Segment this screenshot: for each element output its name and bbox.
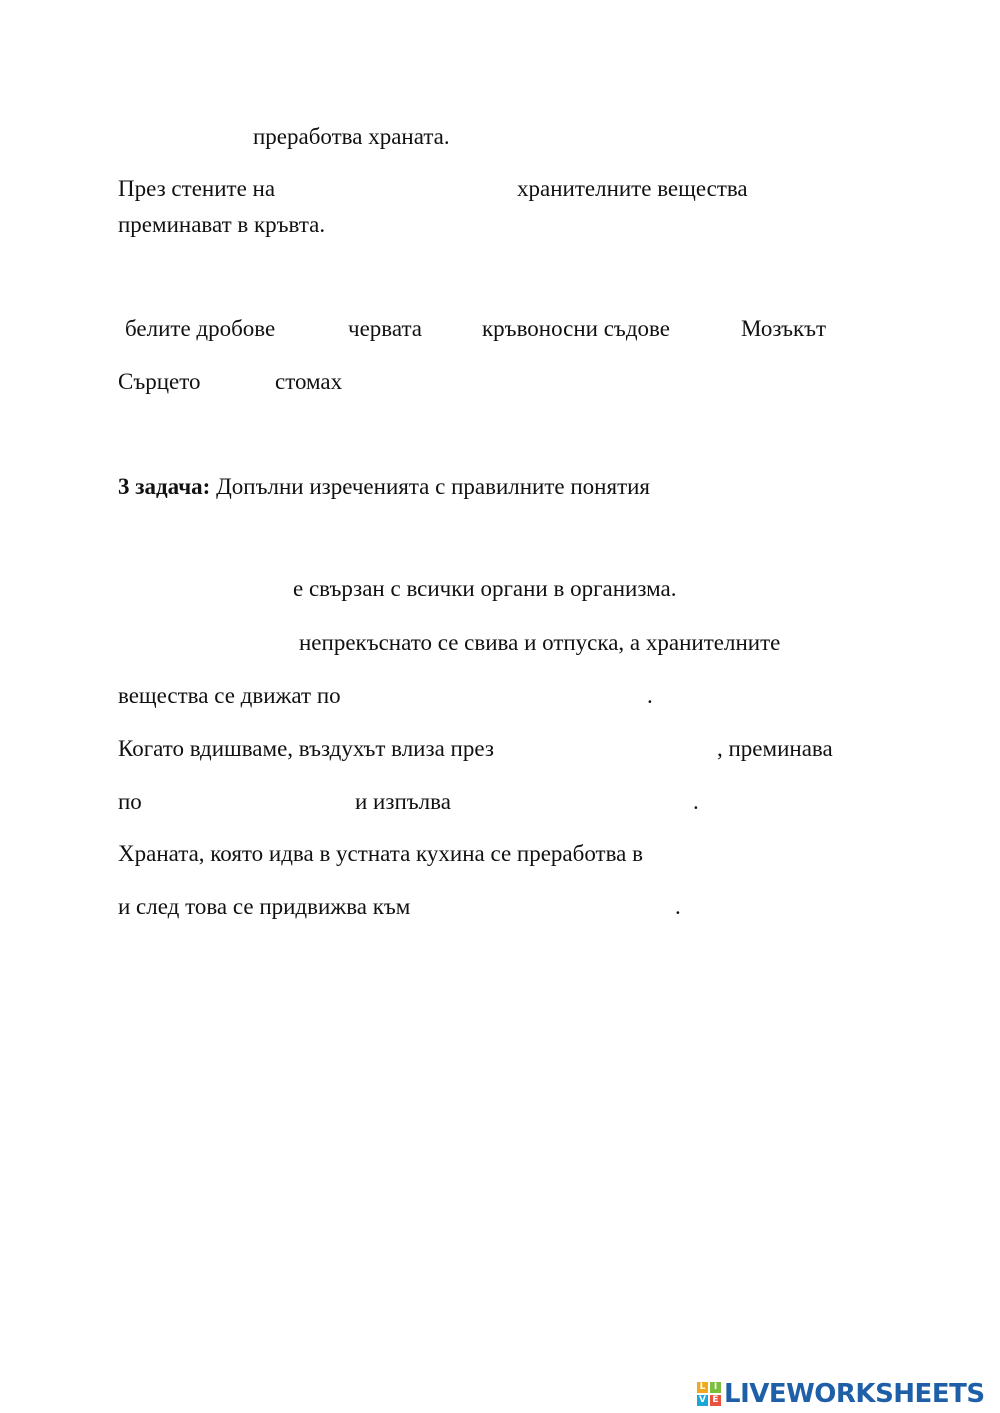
- liveworksheets-logo: [697, 1378, 985, 1410]
- sentence-food-processed: Храната, която идва в устната кухина се преработва в: [118, 841, 643, 866]
- logo-letter: E: [710, 1395, 721, 1406]
- blank-contracts-organ[interactable]: [118, 626, 292, 656]
- word-bank-item[interactable]: Мозъкът: [741, 316, 827, 341]
- word-bank-item[interactable]: кръвоносни съдове: [482, 316, 670, 341]
- sentence-fills: и изпълва: [355, 789, 451, 814]
- task-3-heading: [118, 475, 650, 498]
- sentence-walls-of-end: хранителните вещества: [517, 176, 748, 201]
- logo-letter: I: [710, 1382, 721, 1393]
- sentence-contracts: непрекъснато се свива и отпуска, а хранителните: [299, 630, 781, 655]
- logo-letter: L: [697, 1382, 708, 1393]
- word-bank-item[interactable]: стомах: [275, 369, 343, 394]
- sentence-moves-to: и след това се придвижва към: [118, 894, 411, 919]
- sentence-processes-food: преработва храната.: [253, 124, 450, 149]
- word-bank-item[interactable]: Сърцето: [118, 369, 201, 394]
- blank-processes-food[interactable]: [118, 120, 248, 150]
- sentence-period: .: [647, 683, 653, 708]
- blank-passes-along[interactable]: [150, 785, 348, 815]
- logo-text: LIVEWORKSHEETS: [724, 1379, 985, 1409]
- sentence-period: .: [693, 789, 699, 814]
- sentence-substances-move: вещества се движат по: [118, 683, 341, 708]
- blank-connected-organ[interactable]: [118, 572, 286, 602]
- blank-move-through[interactable]: [382, 679, 642, 709]
- logo-letter: V: [697, 1395, 708, 1406]
- sentence-walls-of-start: През стените на: [118, 176, 276, 201]
- blank-walls-of[interactable]: [306, 172, 510, 202]
- sentence-pass-into-blood: преминават в кръвта.: [118, 212, 326, 237]
- blank-moves-to[interactable]: [464, 890, 670, 920]
- sentence-period: .: [675, 894, 681, 919]
- task-3-instruction: Допълни изреченията с правилните понятия: [216, 474, 651, 499]
- blank-processed-in[interactable]: [738, 837, 888, 867]
- blank-fills[interactable]: [470, 785, 688, 815]
- sentence-passes: , преминава: [717, 736, 833, 761]
- sentence-breathe-in: Когато вдишваме, въздухът влиза през: [118, 736, 494, 761]
- blank-air-enters[interactable]: [566, 732, 712, 762]
- word-bank-item[interactable]: червата: [348, 316, 422, 341]
- word-bank-item[interactable]: белите дробове: [125, 316, 276, 341]
- task-3-number: 3 задача:: [118, 474, 211, 499]
- sentence-along: по: [118, 789, 142, 814]
- sentence-connected-organs: е свързан с всички органи в организма.: [293, 576, 677, 601]
- logo-icon: [697, 1382, 721, 1406]
